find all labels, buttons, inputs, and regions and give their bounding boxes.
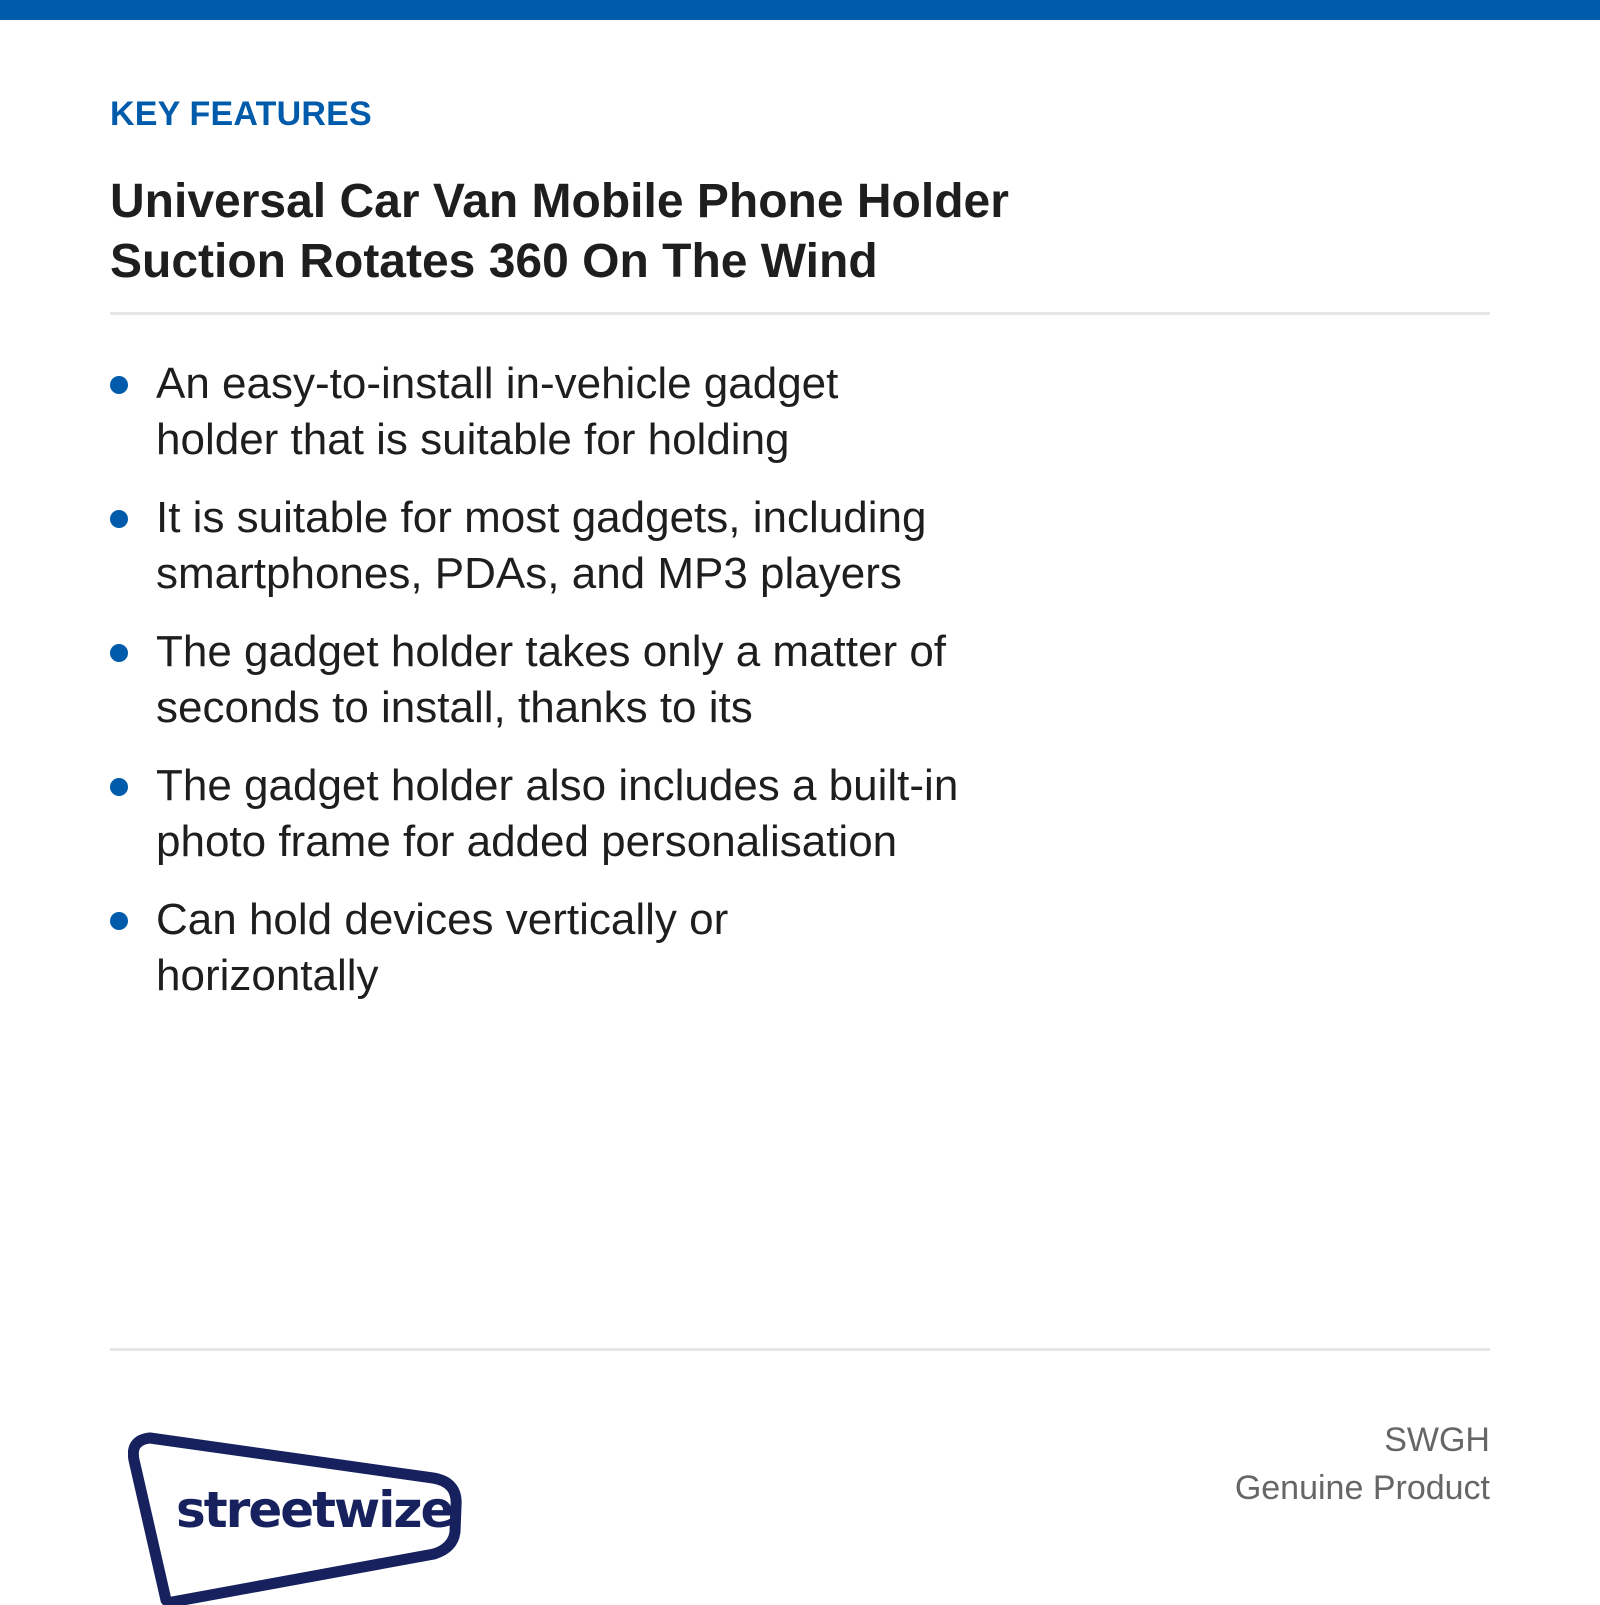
feature-text <box>156 356 1036 468</box>
product-meta <box>1235 1416 1490 1512</box>
feature-text <box>156 892 1036 1004</box>
streetwize-logo-icon <box>128 1430 478 1605</box>
feature-item <box>110 624 1070 736</box>
feature-item <box>110 892 1070 1004</box>
feature-item <box>110 490 1070 602</box>
feature-item <box>110 758 1070 870</box>
feature-text-line-2: seconds to install, thanks to its <box>156 683 753 732</box>
feature-text-line-1: Can hold devices vertically or <box>156 895 729 944</box>
bullet-icon <box>110 510 128 528</box>
bullet-icon <box>110 912 128 930</box>
product-title-line-1: Universal Car Van Mobile Phone Holder <box>110 175 1009 228</box>
features-list <box>110 356 1070 1026</box>
feature-text <box>156 490 1036 602</box>
bottom-divider <box>110 1348 1490 1351</box>
feature-text <box>156 624 1036 736</box>
bullet-icon <box>110 376 128 394</box>
bullet-icon <box>110 778 128 796</box>
feature-text-line-1: An easy-to-install in-vehicle gadget <box>156 359 839 408</box>
feature-text-line-1: The gadget holder takes only a matter of <box>156 627 947 676</box>
top-accent-bar <box>0 0 1600 20</box>
product-title-line-2: Suction Rotates 360 On The Wind <box>110 235 878 288</box>
feature-text-line-1: The gadget holder also includes a built-in <box>156 761 959 810</box>
logo-wordmark: streetwize <box>176 1481 453 1539</box>
feature-text-line-2: holder that is suitable for holding <box>156 415 790 464</box>
bullet-icon <box>110 644 128 662</box>
feature-text-line-2: smartphones, PDAs, and MP3 players <box>156 549 902 598</box>
feature-item <box>110 356 1070 468</box>
feature-text-line-1: It is suitable for most gadgets, including <box>156 493 927 542</box>
eyebrow-label: KEY FEATURES <box>110 95 372 133</box>
genuine-product-label: Genuine Product <box>1234 1469 1490 1507</box>
feature-text-line-2: photo frame for added personalisation <box>156 817 898 866</box>
feature-text-line-2: horizontally <box>156 951 379 1000</box>
product-title <box>110 172 1110 292</box>
top-divider <box>110 312 1490 315</box>
feature-text <box>156 758 1036 870</box>
sku-code: SWGH <box>1384 1421 1490 1459</box>
